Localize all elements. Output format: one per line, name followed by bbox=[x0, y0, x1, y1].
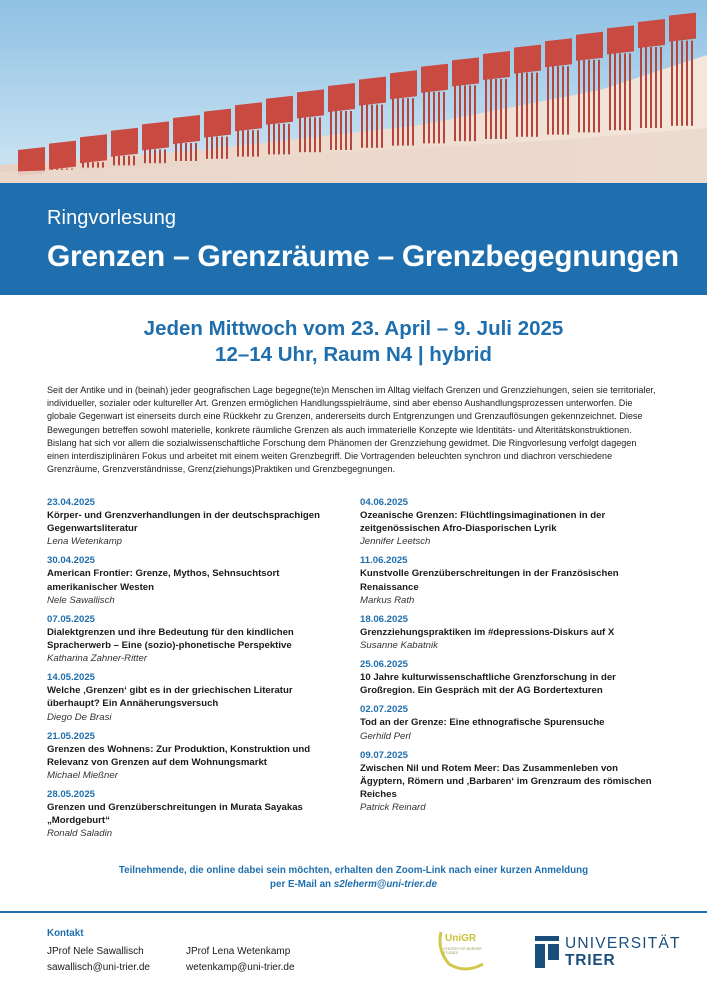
talk-title: American Frontier: Grenze, Mythos, Sehnsuchtsort amerikanischer Westen bbox=[47, 568, 280, 593]
fence-panel bbox=[421, 64, 448, 93]
fence-panel bbox=[669, 13, 696, 42]
unigr-logo bbox=[435, 928, 491, 972]
talk-speaker: Michael Mießner bbox=[47, 770, 118, 782]
fence-panel bbox=[266, 96, 293, 125]
talk-date: 28.05.2025 bbox=[47, 789, 96, 801]
contact-email[interactable]: wetenkamp@uni-trier.de bbox=[186, 962, 295, 973]
talk-entry bbox=[360, 496, 660, 548]
contact-email[interactable]: sawallisch@uni-trier.de bbox=[47, 962, 150, 973]
contact-name: JProf Lena Wetenkamp bbox=[186, 946, 291, 957]
notice-prefix: per E-Mail an bbox=[270, 879, 334, 890]
talks-column-right bbox=[360, 496, 660, 820]
talk-speaker: Markus Rath bbox=[360, 594, 415, 606]
fence-panel bbox=[204, 109, 231, 138]
talk-date: 04.06.2025 bbox=[360, 497, 409, 508]
talk-entry bbox=[360, 749, 660, 815]
university-emblem-icon bbox=[535, 936, 559, 968]
event-title: Grenzen – Grenzräume – Grenzbegegnungen bbox=[47, 240, 679, 273]
talk-date: 02.07.2025 bbox=[360, 704, 409, 716]
talk-title: Körper- und Grenzverhandlungen in der deutschsprachigen Gegenwartsliteratur bbox=[47, 510, 320, 535]
talk-speaker: Diego De Brasi bbox=[47, 711, 112, 723]
talk-title: Tod an der Grenze: Eine ethnografische Spurensuche bbox=[360, 717, 605, 729]
fence-panel bbox=[576, 32, 603, 61]
fence-panel bbox=[235, 102, 262, 131]
talk-title: Grenzen und Grenzüberschreitungen in Murata Sayakas „Mordgeburt“ bbox=[47, 802, 303, 827]
contact-person-2 bbox=[186, 944, 295, 976]
footer-divider bbox=[0, 911, 707, 913]
talk-date: 30.04.2025 bbox=[47, 555, 96, 567]
contact-heading: Kontakt bbox=[47, 928, 84, 939]
fence-panel bbox=[638, 19, 665, 48]
fence-panel bbox=[359, 77, 386, 106]
fence-panel bbox=[328, 83, 355, 112]
fence-panel bbox=[142, 121, 169, 150]
fence-panel bbox=[173, 115, 200, 144]
talk-entry bbox=[360, 613, 660, 652]
fence-panel bbox=[49, 141, 76, 170]
contact-person-1 bbox=[47, 944, 150, 976]
fence-panel bbox=[545, 38, 572, 67]
talk-title: Kunstvolle Grenzüberschreitungen in der Französischen Renaissance bbox=[360, 568, 619, 593]
talk-title: Ozeanische Grenzen: Flüchtlingsimaginationen in der zeitgenössischen Afro-Diasporischen Lyrik bbox=[360, 510, 606, 535]
talk-speaker: Patrick Reinard bbox=[360, 802, 426, 814]
talk-title: Grenzen des Wohnens: Zur Produktion, Konstruktion und Relevanz von Grenzen auf dem Wohnungsmarkt bbox=[47, 743, 311, 768]
fence-panel bbox=[80, 134, 107, 163]
fence-panel bbox=[607, 25, 634, 54]
talk-title: Welche ‚Grenzen‘ gibt es in der griechischen Literatur überhaupt? Ein Annäherungsversuch bbox=[47, 685, 293, 710]
university-wordmark: UNIVERSITÄT bbox=[565, 935, 681, 952]
talk-entry bbox=[47, 730, 347, 782]
talk-date: 11.06.2025 bbox=[360, 555, 408, 567]
talk-date: 18.06.2025 bbox=[360, 613, 409, 625]
border-fence-illustration bbox=[0, 0, 707, 183]
talk-entry bbox=[47, 554, 347, 606]
talk-title: Dialektgrenzen und ihre Bedeutung für den kindlichen Spracherwerb – Eine (sozio)-phonetische Perspektive bbox=[47, 626, 294, 652]
university-trier-logo bbox=[535, 935, 681, 971]
contact-name: JProf Nele Sawallisch bbox=[47, 946, 144, 957]
fence-panel bbox=[297, 89, 324, 118]
talk-entry bbox=[47, 613, 347, 665]
talk-speaker: Katharina Zahner-Ritter bbox=[47, 653, 148, 665]
talk-title: Zwischen Nil und Rotem Meer: Das Zusammenleben von Ägyptern, Römern und ‚Barbaren‘ im Grenzraum des römischen Reiches bbox=[360, 762, 652, 801]
unigr-wordmark: UniGR bbox=[445, 933, 477, 944]
title-banner bbox=[0, 183, 707, 295]
talk-date: 25.06.2025 bbox=[360, 659, 409, 671]
talk-entry bbox=[360, 554, 660, 606]
unigr-subtitle: CENTER FOR BORDER STUDIES bbox=[443, 947, 482, 956]
intro-paragraph: Seit der Antike und in (beinah) jeder geografischen Lage begegne(te)n Menschen im Alltag vielfach Grenzen und Grenzziehungen, seien sie territorialer, individueller, sozialer oder kultureller Art. Grenzen ermöglichen Handlungsspielräume, sind aber ebenso Aushandlungsprozessen unterworfen. Die globale Gegenwart ist einerseits durch eine Rückkehr zu Grenzen, andererseits durch Entgrenzungen und Grenzauflösungen gekennzeichnet. Diese Bewegungen betreffen sowohl materielle, konkrete räumliche Grenzen als auch immaterielle Konzepte wie Identitäts- und Alteritätskonstruktionen. Bislang hat sich vor allem die sozialwissenschaftliche Forschung dem Phänomen der Grenzziehung gewidmet. Die Ringvorlesung verfolgt dagegen einen interdisziplinären Fokus und arbeitet mit einem weiten Grenzbegriff. Die Vortragenden beleuchten synchron und diachron verschiedene Grenzräume, Grenzverständnisse, Grenz(ziehungs)Praktiken und Grenzbegegnungen. bbox=[47, 385, 656, 475]
talk-title: Grenzziehungspraktiken im #depressions-Diskurs auf X bbox=[360, 626, 615, 638]
fence-panel bbox=[514, 45, 541, 74]
talk-speaker: Ronald Saladin bbox=[47, 828, 113, 840]
fence-panel bbox=[483, 51, 510, 80]
event-type-label: Ringvorlesung bbox=[47, 207, 177, 229]
schedule-block bbox=[0, 316, 707, 368]
talk-entry bbox=[47, 671, 347, 723]
notice-line-email bbox=[0, 878, 707, 892]
talk-entry bbox=[360, 703, 660, 742]
online-registration-notice bbox=[0, 864, 707, 892]
talk-date: 23.04.2025 bbox=[47, 497, 96, 508]
talk-speaker: Lena Wetenkamp bbox=[47, 536, 123, 548]
registration-email-link[interactable]: s2leherm@uni-trier.de bbox=[333, 879, 437, 890]
talks-column-left bbox=[47, 496, 347, 846]
talk-entry bbox=[47, 788, 347, 840]
fence-panel bbox=[390, 70, 417, 99]
talk-date: 21.05.2025 bbox=[47, 730, 96, 742]
talk-entry bbox=[360, 658, 660, 697]
header-photo-border-fence bbox=[0, 0, 707, 183]
university-city: TRIER bbox=[565, 952, 616, 969]
notice-line: Teilnehmende, die online dabei sein möchten, erhalten den Zoom-Link nach einer kurzen Anmeldung bbox=[118, 865, 589, 876]
schedule-time-room: 12–14 Uhr, Raum N4 | hybrid bbox=[215, 343, 492, 366]
talk-speaker: Susanne Kabatnik bbox=[360, 640, 438, 652]
talk-entry bbox=[47, 496, 347, 548]
talk-title: 10 Jahre kulturwissenschaftliche Grenzforschung in der Großregion. Ein Gespräch mit der AG Bordertexturen bbox=[360, 672, 616, 697]
fence-panel bbox=[452, 57, 479, 86]
talk-date: 07.05.2025 bbox=[47, 613, 96, 625]
talk-date: 14.05.2025 bbox=[47, 672, 96, 684]
talk-speaker: Jennifer Leetsch bbox=[360, 536, 431, 548]
talk-date: 09.07.2025 bbox=[360, 749, 409, 761]
schedule-dates: Jeden Mittwoch vom 23. April – 9. Juli 2025 bbox=[143, 317, 564, 340]
fence-panel bbox=[111, 128, 138, 157]
talk-speaker: Nele Sawallisch bbox=[47, 594, 115, 606]
talk-speaker: Gerhild Perl bbox=[360, 730, 411, 742]
